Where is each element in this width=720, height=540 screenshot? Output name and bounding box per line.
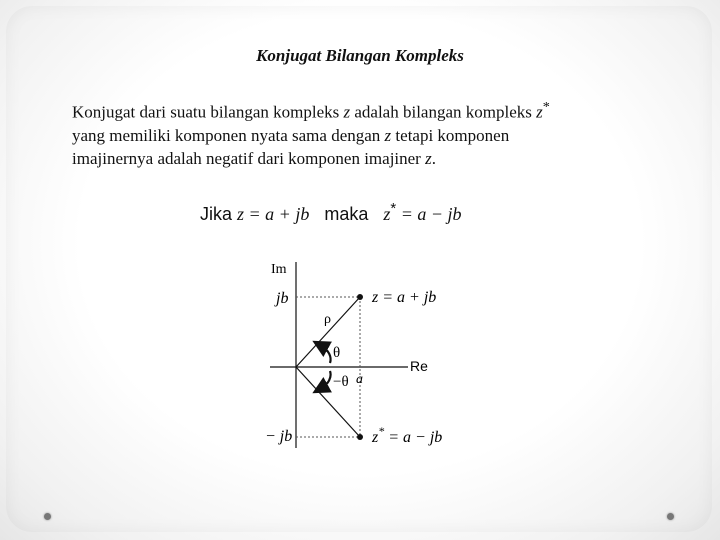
- para-text-2: adalah bilangan kompleks: [350, 102, 537, 122]
- para-line2b: tetapi komponen: [391, 125, 510, 145]
- zconj-star: *: [378, 424, 385, 438]
- zconj-z: z: [372, 429, 379, 446]
- jb-label: jb: [276, 290, 289, 307]
- neg-theta-arc: [320, 371, 331, 389]
- para-line2a: yang memiliki komponen nyata sama dengan: [72, 125, 385, 145]
- slide-title: Konjugat Bilangan Kompleks: [256, 46, 464, 65]
- formula-jika: Jika: [200, 204, 233, 224]
- para-zstar: z: [536, 102, 543, 122]
- formula-rhs-star: *: [390, 200, 397, 217]
- vector-z-conjugate: [296, 367, 360, 437]
- point-z-conjugate: [357, 434, 363, 440]
- corner-dot-right: [667, 513, 674, 520]
- neg-jb-label: − jb: [265, 428, 293, 445]
- rho-label: ρ: [324, 312, 331, 327]
- z-point-label: z = a + jb: [372, 289, 437, 306]
- im-label: Im: [271, 262, 287, 277]
- para-star: *: [542, 99, 550, 115]
- neg-theta-label: −θ: [333, 374, 349, 390]
- para-text-1: Konjugat dari suatu bilangan kompleks: [72, 102, 344, 122]
- para-z-1: z: [343, 102, 351, 122]
- zconj-rest: = a − jb: [384, 429, 443, 446]
- formula-lhs: z = a + jb: [237, 204, 310, 224]
- point-z: [357, 294, 363, 300]
- para-z-3: z: [425, 148, 432, 168]
- corner-dot-left: [44, 513, 51, 520]
- para-line3a: imajinernya adalah negatif dari komponen imajiner: [72, 148, 426, 168]
- formula-rhs-z: z: [383, 204, 391, 224]
- formula-maka: maka: [324, 204, 369, 224]
- zconj-point-label: [371, 424, 442, 446]
- para-z-2: z: [384, 125, 392, 145]
- a-label: a: [356, 372, 363, 387]
- theta-arc: [320, 345, 331, 363]
- re-label: Re: [410, 358, 428, 374]
- formula-rhs-eq: = a − jb: [396, 204, 462, 224]
- para-line3b: .: [431, 148, 436, 168]
- vector-z: [296, 297, 360, 367]
- theta-label: θ: [333, 345, 341, 361]
